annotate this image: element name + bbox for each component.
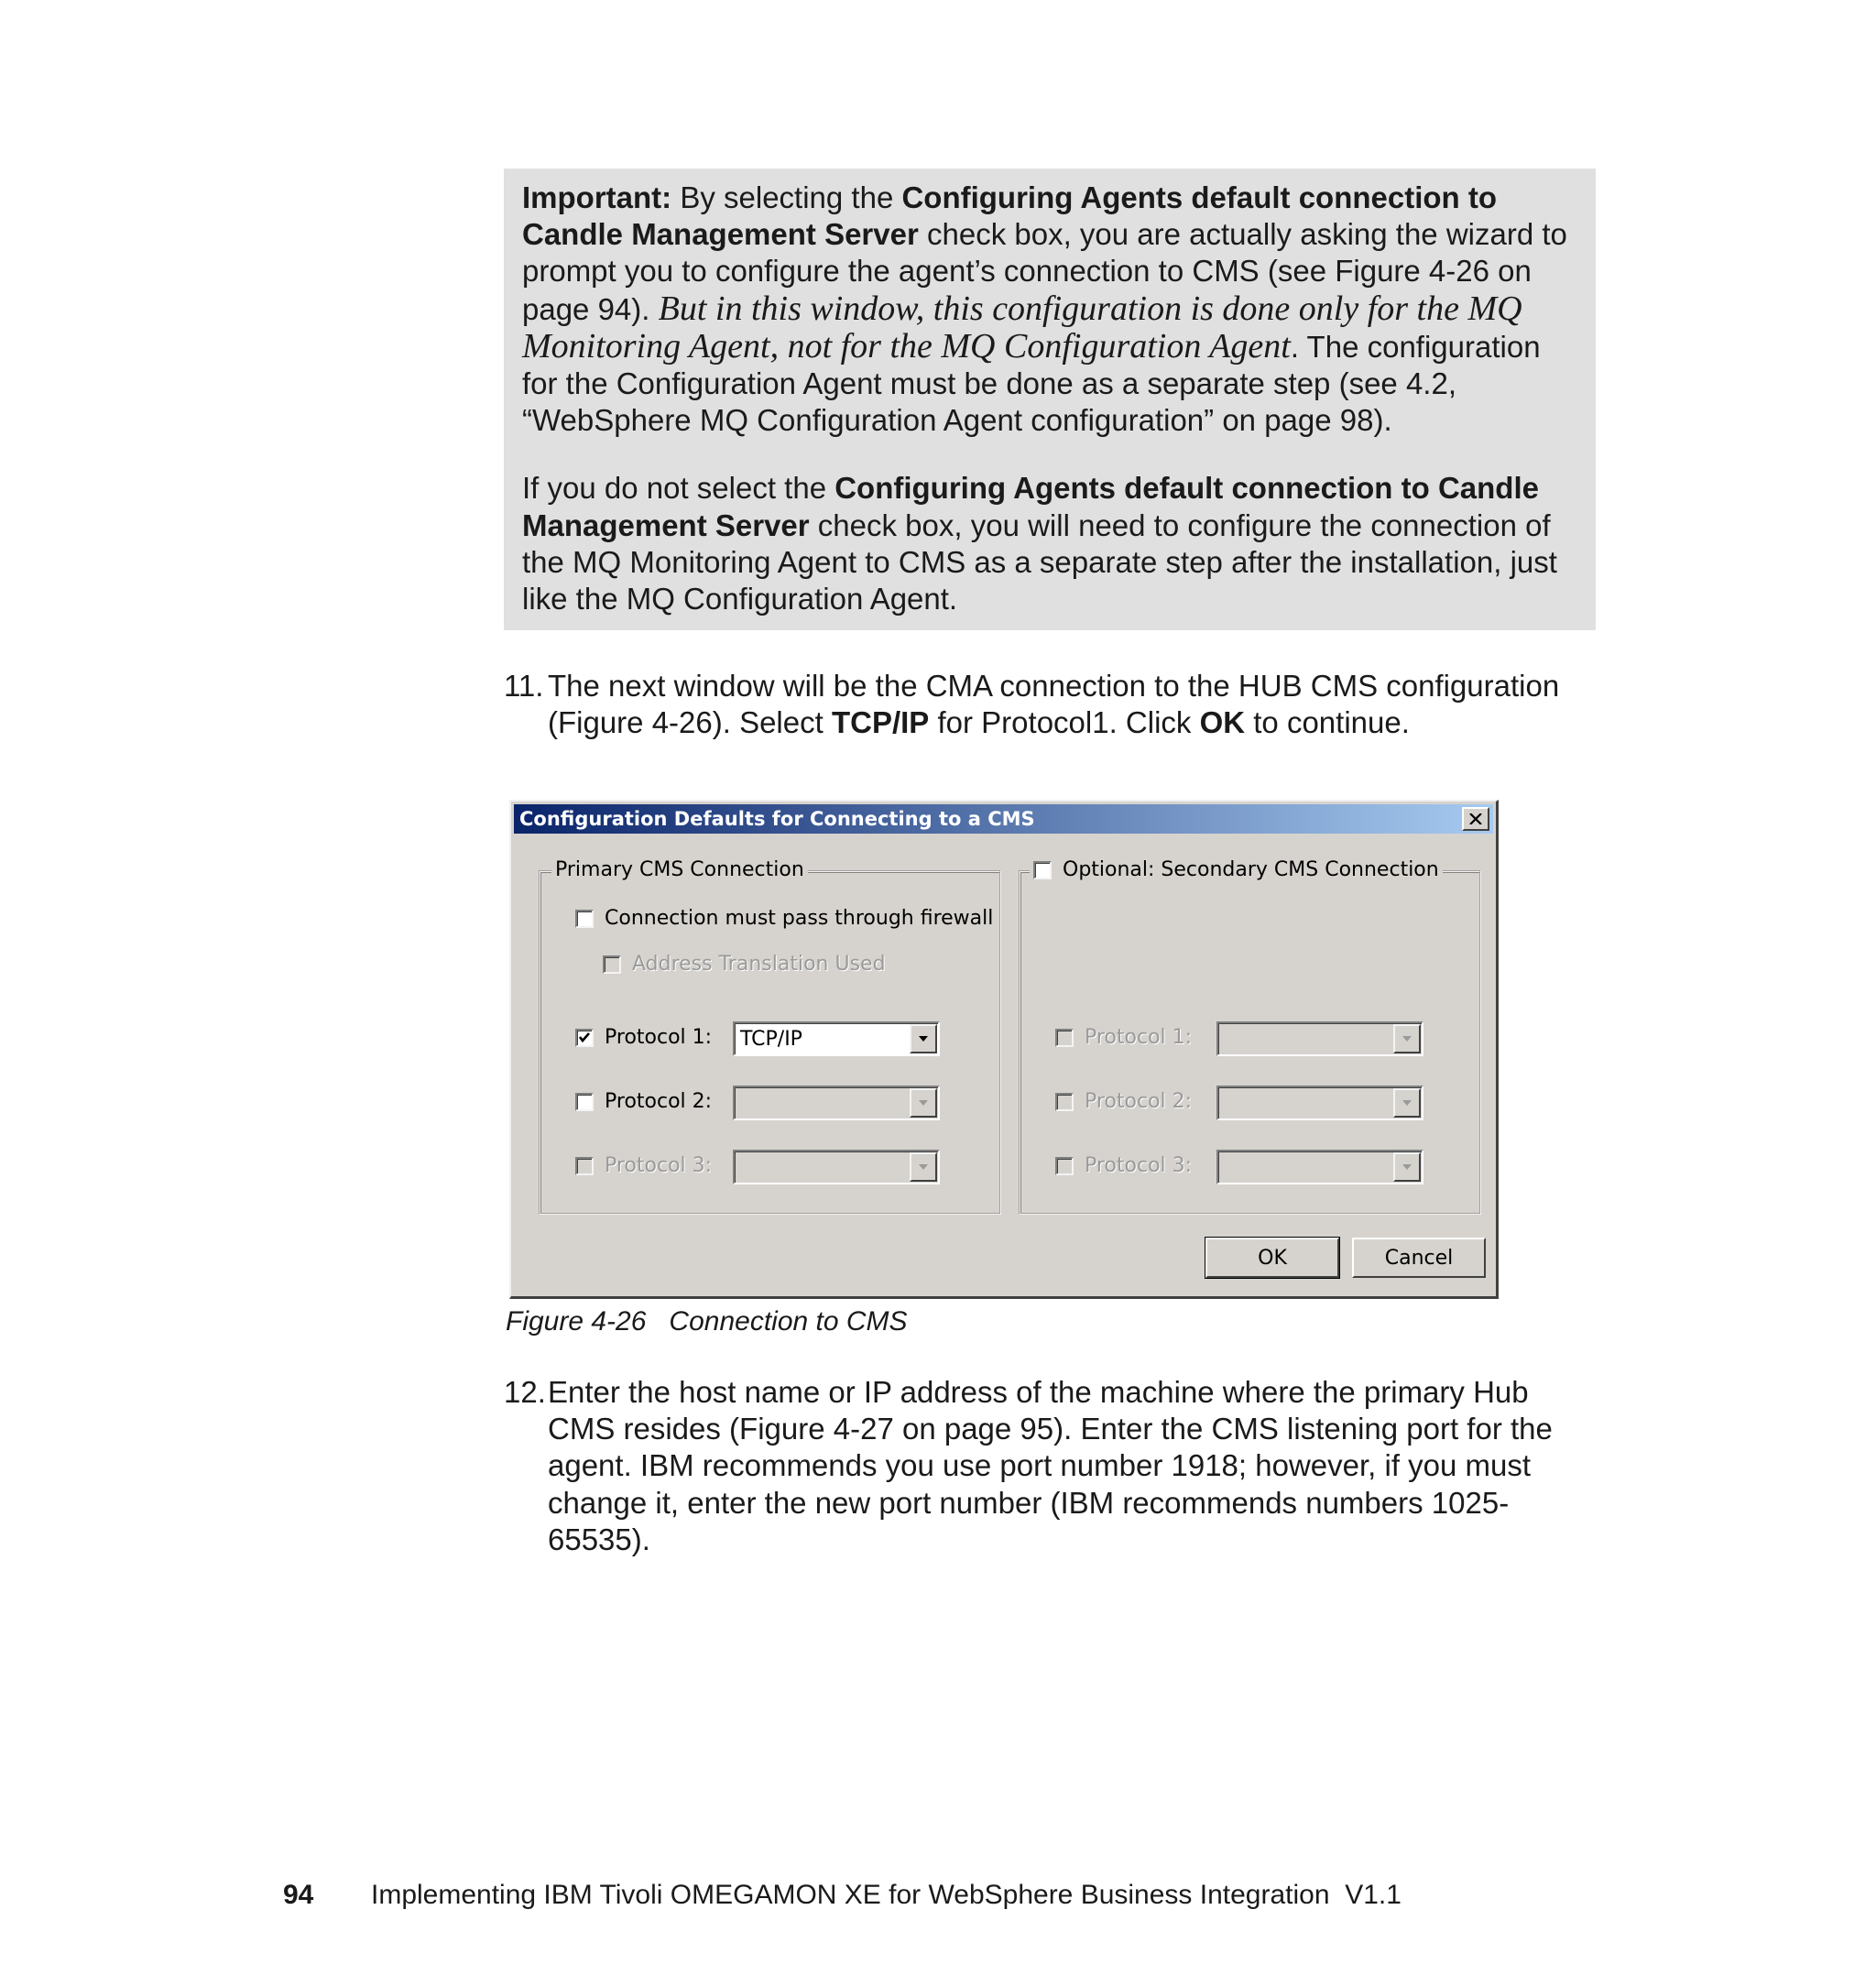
cancel-button[interactable]: Cancel bbox=[1352, 1238, 1486, 1278]
dialog-title: Configuration Defaults for Connecting to a CMS bbox=[519, 808, 1035, 830]
primary-protocol1-label: Protocol 1: bbox=[605, 1026, 713, 1049]
secondary-protocol1-row[interactable] bbox=[1055, 1026, 1192, 1049]
primary-protocol3-select[interactable] bbox=[733, 1150, 940, 1184]
primary-protocol1-checkbox[interactable] bbox=[575, 1029, 594, 1047]
step-text-part: to continue. bbox=[1245, 705, 1410, 740]
cms-connection-dialog bbox=[509, 800, 1499, 1299]
note-text: check box, you will need to configure the connection of the MQ Monitoring Agent to CMS as a separate step after the installation, just like the MQ Configuration Agent. bbox=[522, 507, 1557, 617]
important-note bbox=[504, 169, 1596, 630]
secondary-protocol2-checkbox[interactable] bbox=[1055, 1093, 1074, 1111]
address-translation-checkbox[interactable] bbox=[603, 955, 621, 974]
book-title: Implementing IBM Tivoli OMEGAMON XE for WebSphere Business Integration V1.1 bbox=[371, 1880, 1402, 1910]
primary-cms-group bbox=[539, 858, 1001, 1215]
step-number: 11. bbox=[504, 669, 544, 703]
primary-protocol3-row[interactable] bbox=[575, 1154, 712, 1177]
address-translation-row[interactable] bbox=[603, 953, 886, 976]
secondary-protocol2-row[interactable] bbox=[1055, 1090, 1192, 1113]
step-text-part: The next window will be the CMA connection to the HUB CMS configuration (Figure 4-26). Select bbox=[548, 669, 1560, 740]
ok-button[interactable]: OK bbox=[1205, 1238, 1339, 1278]
secondary-cms-checkbox-row[interactable] bbox=[1030, 858, 1443, 881]
checkmark-icon bbox=[578, 1031, 591, 1044]
dropdown-arrow[interactable] bbox=[1393, 1152, 1421, 1182]
step-12 bbox=[504, 1374, 1603, 1558]
secondary-protocol2-select[interactable] bbox=[1216, 1086, 1423, 1120]
primary-cms-label: Primary CMS Connection bbox=[551, 858, 808, 881]
step-11 bbox=[504, 668, 1603, 741]
note-text: check box, you are actually asking the wizard to prompt you to configure the agent’s connection to CMS (see Figure 4-26 on page 94). bbox=[522, 217, 1567, 326]
secondary-cms-group bbox=[1019, 858, 1481, 1215]
primary-protocol2-checkbox[interactable] bbox=[575, 1093, 594, 1111]
step-text bbox=[548, 668, 1603, 741]
dropdown-arrow[interactable] bbox=[1393, 1024, 1421, 1053]
step-text-part: for Protocol1. Click bbox=[929, 705, 1200, 740]
secondary-protocol1-label: Protocol 1: bbox=[1085, 1026, 1193, 1049]
note-text: If you do not select the bbox=[522, 471, 835, 506]
primary-protocol1-value: TCP/IP bbox=[740, 1028, 802, 1051]
primary-protocol3-label: Protocol 3: bbox=[605, 1154, 713, 1177]
close-icon bbox=[1469, 813, 1482, 824]
primary-protocol3-checkbox[interactable] bbox=[575, 1157, 594, 1175]
secondary-protocol3-label: Protocol 3: bbox=[1085, 1154, 1193, 1177]
primary-protocol2-select[interactable] bbox=[733, 1086, 940, 1120]
dropdown-arrow[interactable] bbox=[910, 1152, 937, 1182]
chevron-down-icon bbox=[918, 1035, 929, 1042]
secondary-cms-label: Optional: Secondary CMS Connection bbox=[1063, 858, 1439, 881]
secondary-protocol3-row[interactable] bbox=[1055, 1154, 1192, 1177]
secondary-protocol1-checkbox[interactable] bbox=[1055, 1029, 1074, 1047]
note-bold-option: Configuring Agents default connection to Candle Management Server bbox=[522, 471, 1539, 542]
primary-protocol1-select[interactable] bbox=[733, 1021, 940, 1056]
note-bold-option: Configuring Agents default connection to Candle Management Server bbox=[522, 180, 1498, 252]
step-number: 12. bbox=[504, 1375, 546, 1409]
page-number: 94 bbox=[283, 1880, 314, 1910]
chevron-down-icon bbox=[1402, 1099, 1412, 1107]
secondary-protocol1-select[interactable] bbox=[1216, 1021, 1423, 1056]
note-paragraph-2 bbox=[522, 470, 1577, 617]
dropdown-arrow[interactable] bbox=[910, 1024, 937, 1053]
dropdown-arrow[interactable] bbox=[910, 1088, 937, 1118]
secondary-protocol3-checkbox[interactable] bbox=[1055, 1157, 1074, 1175]
firewall-checkbox[interactable] bbox=[575, 910, 594, 928]
figure-caption: Figure 4-26 Connection to CMS bbox=[506, 1306, 908, 1337]
note-italic-text: But in this window, this configuration is done only for the MQ Monitoring Agent, not for the MQ Configuration Agent bbox=[522, 289, 1522, 366]
secondary-cms-checkbox[interactable] bbox=[1033, 861, 1052, 879]
chevron-down-icon bbox=[918, 1163, 929, 1171]
chevron-down-icon bbox=[1402, 1163, 1412, 1171]
close-button[interactable] bbox=[1462, 807, 1489, 831]
chevron-down-icon bbox=[918, 1099, 929, 1107]
primary-protocol1-row[interactable] bbox=[575, 1026, 712, 1049]
chevron-down-icon bbox=[1402, 1035, 1412, 1042]
address-translation-label: Address Translation Used bbox=[632, 953, 886, 976]
dialog-title-bar bbox=[514, 804, 1493, 834]
note-paragraph-1 bbox=[522, 180, 1577, 439]
secondary-protocol3-select[interactable] bbox=[1216, 1150, 1423, 1184]
secondary-protocol2-label: Protocol 2: bbox=[1085, 1090, 1193, 1113]
step-bold-protocol: TCP/IP bbox=[831, 705, 930, 740]
step-text: Enter the host name or IP address of the machine where the primary Hub CMS resides (Figure 4-27 on page 95). Enter the CMS listening port for the agent. IBM recommends you use port number 1918; however, if you must change it, enter the new port number (IBM recommends numbers 1025-65535). bbox=[548, 1375, 1553, 1556]
note-label: Important: bbox=[522, 180, 672, 214]
dropdown-arrow[interactable] bbox=[1393, 1088, 1421, 1118]
step-bold-ok: OK bbox=[1199, 705, 1246, 740]
note-text: . The configuration for the Configuration Agent must be done as a separate step (see 4.2, “WebSphere MQ Configuration Agent configuration” on page 98). bbox=[522, 329, 1541, 438]
firewall-checkbox-row[interactable] bbox=[575, 907, 993, 930]
firewall-label: Connection must pass through firewall bbox=[605, 907, 994, 930]
note-text: By selecting the bbox=[671, 180, 902, 214]
primary-protocol2-label: Protocol 2: bbox=[605, 1090, 713, 1113]
primary-protocol2-row[interactable] bbox=[575, 1090, 712, 1113]
